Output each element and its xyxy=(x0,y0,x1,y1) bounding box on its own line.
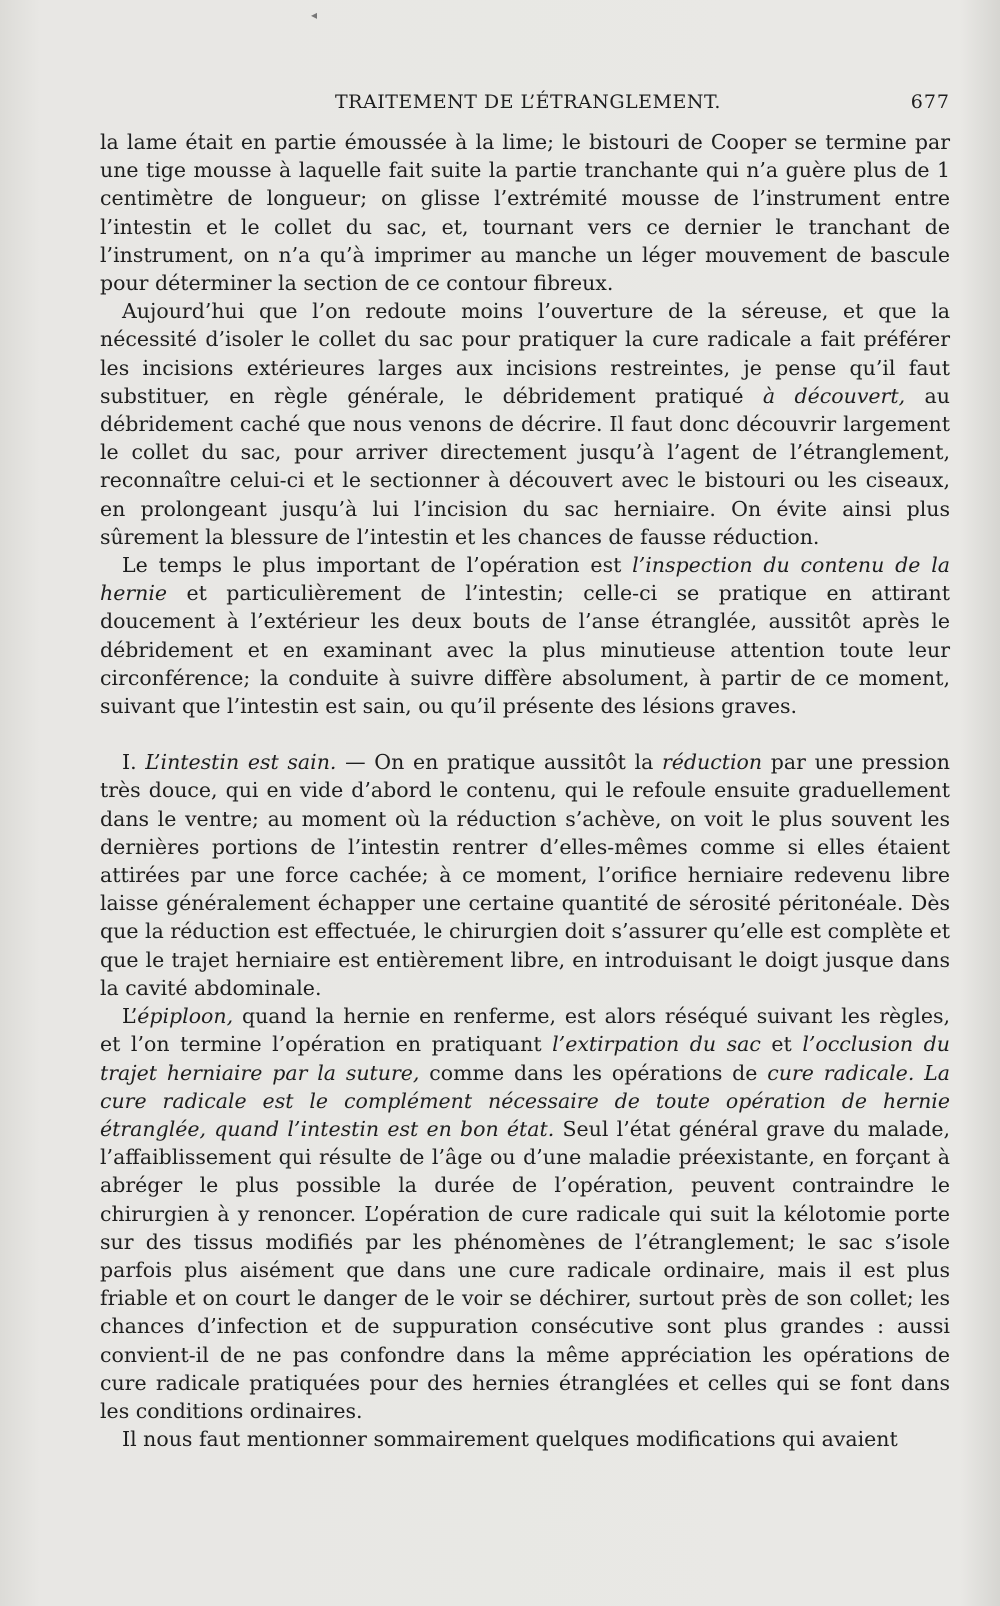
italic-text: épiploon, xyxy=(137,1004,234,1029)
italic-text: l’inspection du contenu de la hernie xyxy=(100,553,950,606)
italic-text: L’intestin est sain. xyxy=(145,750,337,775)
paragraph-p1 xyxy=(100,128,950,297)
text-run: au débridement caché que nous venons de décrire. Il faut donc découvrir largement le collet du sac, pour arriver directement jusqu’à l’agent de l’étranglement, reconnaître celui-ci et le sectionner à découvert avec le bistouri ou les ciseaux, en prolongeant jusqu’à lui l’incision du sac herniaire. On évite ainsi plus sûrement la blessure de l’intestin et les chances de fausse réduction. xyxy=(100,383,950,549)
italic-text: l’occlusion du trajet herniaire par la suture, xyxy=(100,1032,950,1085)
paragraph-p4 xyxy=(100,748,950,1002)
paragraph-p3 xyxy=(100,551,950,720)
italic-text: cure radicale. La cure radicale est le complément nécessaire de toute opération de hernie étranglée, quand l’intestin est en bon état. xyxy=(100,1060,950,1141)
body-text xyxy=(100,128,950,1453)
text-run: et xyxy=(760,1032,803,1057)
text-run: Seul l’état général grave du malade, l’affaiblissement qui résulte de l’âge ou d’une maladie préexistante, en forçant à abréger le plus possible la durée de l’opération, peuvent contraindre le chirurgien à y renoncer. L’opération de cure radicale qui suit la kélotomie porte sur des tissus modifiés par les phénomènes de l’étranglement; le sac s’isole parfois plus aisément que dans une cure radicale ordinaire, mais il est plus friable et on court le danger de le voir se déchirer, surtout près de son collet; les chances d’infection et de suppuration consécutive sont plus grandes : aussi convient-il de ne pas confondre dans la même appréciation les opérations de cure radicale pratiquées pour des hernies étranglées et celles qui se font dans les conditions ordinaires. xyxy=(100,1116,951,1423)
text-run: Aujourd’hui que l’on redoute moins l’ouverture de la séreuse, et que la nécessité d’isoler le collet du sac pour pratiquer la cure radicale a fait préférer les incisions extérieures larges aux incisions restreintes, je pense qu’il faut substituer, en règle générale, le débridement pratiqué xyxy=(100,299,950,408)
running-header xyxy=(100,91,950,117)
text-run: quand la hernie en renferme, est alors réséqué suivant les règles, et l’on termine l’opération en pratiquant xyxy=(100,1004,950,1057)
italic-text: l’extirpation du sac xyxy=(552,1032,761,1057)
page-number: 677 xyxy=(910,91,950,113)
paragraph-p2 xyxy=(100,297,950,551)
text-run: comme dans les opérations de xyxy=(419,1060,768,1085)
text-run: Le temps le plus important de l’opération est xyxy=(122,553,633,578)
paragraph-p6 xyxy=(100,1425,950,1453)
running-title: TRAITEMENT DE L’ÉTRANGLEMENT. xyxy=(335,91,721,113)
text-run: L’ xyxy=(122,1004,138,1029)
text-run: I. xyxy=(122,750,146,775)
text-run: par une pression très douce, qui en vide d’abord le contenu, qui le refoule ensuite graduellement dans le ventre; au moment où la réduction s’achève, on voit le plus souvent les dernières portions de l’intestin rentrer d’elles-mêmes comme si elles étaient attirées par une force cachée; à ce moment, l’orifice herniaire redevenu libre laisse généralement échapper une certaine quantité de sérosité péritonéale. Dès que la réduction est effectuée, le chirurgien doit s’assurer qu’elle est complète et que le trajet herniaire est entièrement libre, en introduisant le doigt jusque dans la cavité abdominale. xyxy=(100,750,950,1000)
text-run: — On en pratique aussitôt la xyxy=(336,750,662,775)
italic-text: réduction xyxy=(662,750,763,775)
italic-text: à découvert, xyxy=(762,383,906,408)
text-run: la lame était en partie émoussée à la lime; le bistouri de Cooper se termine par une tige mousse à laquelle fait suite la partie tranchante qui n’a guère plus de 1 centimètre de longueur; on glisse l’extrémité mousse de l’instrument entre l’intestin et le collet du sac, et, tournant vers ce dernier le tranchant de l’instrument, on n’a qu’à imprimer au manche un léger mouvement de bascule pour déterminer la section de ce contour fibreux. xyxy=(100,130,950,296)
scan-mark: ◂ xyxy=(311,8,318,22)
text-run: Il nous faut mentionner sommairement quelques modifications qui avaient xyxy=(122,1427,898,1452)
text-run: et particulièrement de l’intestin; celle-ci se pratique en attirant doucement à l’extérieur les deux bouts de l’anse étranglée, aussitôt après le débridement et en examinant avec la plus minutieuse attention toute leur circonférence; la conduite à suivre diffère absolument, à partir de ce moment, suivant que l’intestin est sain, ou qu’il présente des lésions graves. xyxy=(100,581,950,719)
paragraph-p5 xyxy=(100,1002,950,1425)
